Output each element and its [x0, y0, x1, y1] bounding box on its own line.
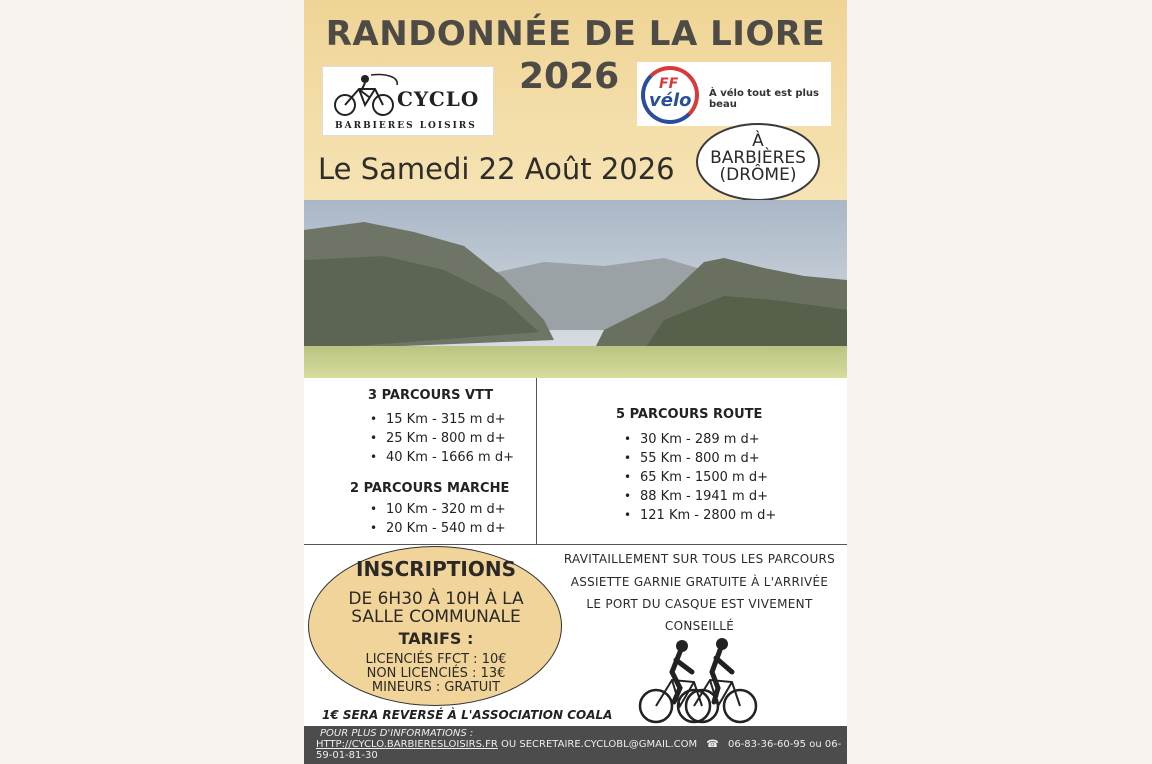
info-line: LE PORT DU CASQUE EST VIVEMENT — [586, 597, 813, 611]
location-line-3: (DRÔME) — [719, 165, 797, 185]
price-non-licencies: NON LICENCIÉS : 13€ — [366, 666, 506, 681]
coala-donation-note: 1€ SERA REVERSÉ À L'ASSOCIATION COALA — [322, 708, 613, 722]
vtt-title: 3 PARCOURS VTT — [368, 388, 494, 403]
inscriptions-title: INSCRIPTIONS — [356, 557, 516, 581]
list-item: • 121 Km - 2800 m d+ — [624, 506, 776, 525]
footer-phones: 06-83-36-60-95 ou 06-59-01-81-30 — [316, 739, 842, 761]
event-date: Le Samedi 22 Août 2026 — [318, 152, 675, 186]
tarifs-title: TARIFS : — [398, 629, 474, 648]
event-title: RANDONNÉE DE LA LIORE — [325, 14, 826, 54]
location-line-2: BARBIÈRES — [710, 148, 806, 168]
footer-email: OU SECRETAIRE.CYCLOBL@GMAIL.COM — [501, 739, 698, 750]
ff-logo-top: FF — [659, 76, 679, 92]
marche-list — [370, 500, 506, 538]
ff-velo-logo — [637, 62, 831, 126]
phone-icon: ☎ — [706, 739, 719, 750]
landscape-photo — [304, 200, 847, 378]
price-mineurs: MINEURS : GRATUIT — [371, 680, 501, 695]
cyclo-logo-subtext: BARBIERES LOISIRS — [335, 121, 477, 131]
vertical-divider — [536, 378, 537, 544]
footer-contact-line — [316, 739, 847, 761]
location-badge — [696, 123, 820, 201]
info-line: CONSEILLÉ — [664, 619, 735, 633]
info-line: RAVITAILLEMENT SUR TOUS LES PARCOURS — [563, 552, 836, 566]
footer-info-label: POUR PLUS D'INFORMATIONS : — [320, 728, 474, 739]
price-licencies: LICENCIÉS FFCT : 10€ — [365, 652, 507, 667]
inscriptions-hours: DE 6H30 À 10H À LA — [348, 589, 524, 609]
list-item: • 30 Km - 289 m d+ — [624, 430, 776, 449]
cyclo-logo-text: CYCLO — [397, 87, 480, 111]
list-item: • 15 Km - 315 m d+ — [370, 410, 514, 429]
list-item: • 40 Km - 1666 m d+ — [370, 448, 514, 467]
marche-title: 2 PARCOURS MARCHE — [350, 481, 510, 496]
inscriptions-oval — [308, 546, 562, 706]
list-item: • 25 Km - 800 m d+ — [370, 429, 514, 448]
inscriptions-venue: SALLE COMMUNALE — [351, 607, 521, 627]
event-year: 2026 — [519, 56, 620, 97]
info-line: ASSIETTE GARNIE GRATUITE À L'ARRIVÉE — [570, 575, 829, 589]
route-list — [624, 430, 776, 525]
bicycle-icon — [331, 73, 401, 117]
list-item: • 20 Km - 540 m d+ — [370, 519, 506, 538]
website-link[interactable]: HTTP://CYCLO.BARBIERESLOISIRS.FR — [316, 739, 498, 750]
location-line-1: À — [752, 131, 764, 151]
list-item: • 55 Km - 800 m d+ — [624, 449, 776, 468]
cyclists-icon — [634, 632, 764, 726]
list-item: • 65 Km - 1500 m d+ — [624, 468, 776, 487]
list-item: • 88 Km - 1941 m d+ — [624, 487, 776, 506]
vtt-list — [370, 410, 514, 467]
horizontal-divider — [304, 544, 847, 545]
route-title: 5 PARCOURS ROUTE — [616, 407, 763, 422]
ff-logo-bottom: vélo — [649, 90, 692, 111]
ff-slogan: À vélo tout est plus beau — [709, 88, 819, 110]
event-flyer — [304, 0, 847, 764]
list-item: • 10 Km - 320 m d+ — [370, 500, 506, 519]
cyclo-logo — [322, 66, 494, 136]
footer-bar — [304, 726, 847, 764]
routes-section — [304, 378, 847, 544]
